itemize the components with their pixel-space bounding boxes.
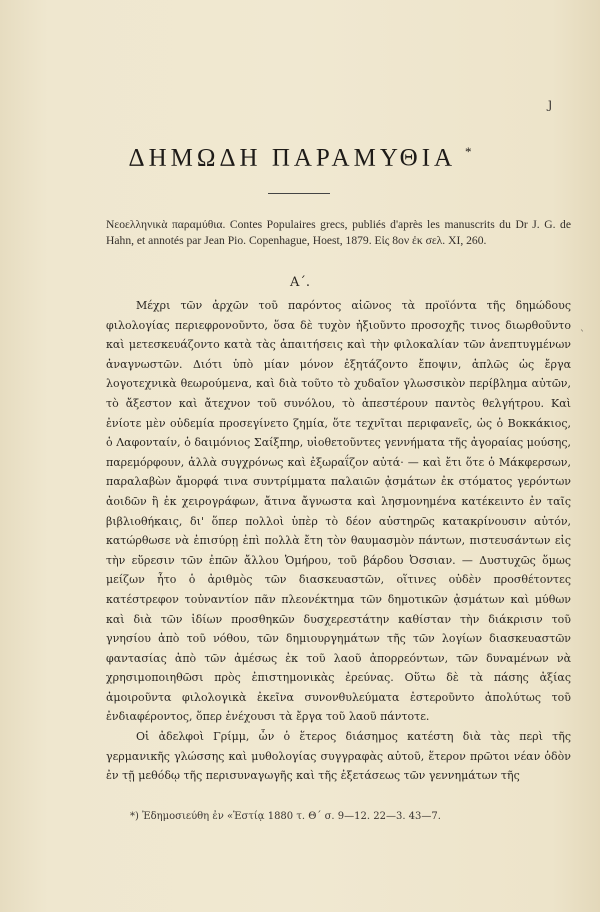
margin-mark: ` bbox=[580, 330, 585, 341]
footnote: *) Ἐδημοσιεύθη ἐν «Ἑστίᾳ 1880 τ. Θ΄ σ. 9—12. 22—3. 43—7. bbox=[130, 811, 441, 822]
body-text bbox=[106, 296, 571, 786]
section-heading: Α΄. bbox=[289, 275, 311, 290]
source-citation: Νεοελληνικὰ παραμύθια. Contes Populaires grecs, publiés d'après les manuscrits du Dr J. G. de Hahn, et annotés par Jean Pio. Copenhague, Hoest, 1879. Εἰς 8ον ἐκ σελ. XI, 260. bbox=[106, 218, 571, 247]
title-rule bbox=[268, 193, 330, 194]
paragraph: Μέχρι τῶν ἀρχῶν τοῦ παρόντος αἰῶνος τὰ προϊόντα τῆς δημώδους φιλολογίας περιεφρονοῦντο, ὅσα δὲ τυχὸν ἠξιοῦντο προσοχῆς τινος διωρθοῦντο καὶ μετεσκευάζοντο κατὰ τὰς ἀπαιτήσεις καὶ τὴν φιλοκαλίαν τῶν ἀνεπτυγμένων ἀναγνωστῶν. Διότι ὑπὸ μίαν μόνον ἐξητάζοντο ἔποψιν, ἁπλῶς ὡς ἔργα λογοτεχνικὰ θεωρούμενα, καὶ διὰ τοῦτο τὸ χυδαῖον γλωσσικὸν περίβλημα αὐτῶν, τὸ ἄξεστον καὶ ἄτεχνον τοῦ συνόλου, τὸ ἀπεστέρουν παντὸς θελγήτρου. Καὶ ἐνίοτε μὲν οὐδεμία προσεγίνετο ζημία, ὅτε τεχνῖται περιφανεῖς, ὡς ὁ Βοκκάκιος, ὁ Λαφονταίν, ὁ δαιμόνιος Σαίξπηρ, υἱοθετοῦντες γεννήματα τῆς ἀγοραίας μούσης, παρεμόρφουν, ἀλλὰ συγχρόνως καὶ ἐξωραΐζον αὐτά· — καὶ ἔτι ὅτε ὁ Μάκφερσων, παραλαβὼν ἄμορφά τινα συντρίμματα παλαιῶν ᾀσμάτων ἐκ στόματος γερόντων ἀοιδῶν ἢ ἐκ χειρογράφων, ἄτινα ἄγνωστα καὶ λησμονημένα κατέκειντο ἐν ταῖς βιβλιοθήκαις, δι' ὅπερ πολλοὶ ὑπὲρ τὸ δέον αὐστηρῶς κατακρίνουσιν αὐτόν, κατώρθωσε νὰ ἐπισύρῃ ἐπὶ πολλὰ ἔτη τὸν θαυμασμὸν πάντων, πιστευσάντων εἰς τὴν εὕρεσιν τῶν ἐπῶν ἄλλου Ὁμήρου, τοῦ βάρδου Ὀσσιαν. — Δυστυχῶς ὅμως μείζων ἦτο ὁ ἀριθμὸς τῶν διασκευαστῶν, οἵτινες οὐδὲν προσθέτοντες κατέστρεφον τοὐναντίον πᾶν πλεονέκτημα τῶν δημοτικῶν ᾀσμάτων καὶ μύθων καὶ διὰ τῶν ἰδίων προσθηκῶν δυσχερεστάτην καθίσταν τὴν διάκρισιν τοῦ γνησίου ἀπὸ τοῦ νόθου, τῶν δημιουργημάτων τῆς τῶν λογίων διασκευαστῶν φαντασίας ἀπὸ τῶν ἀμέσως ἐκ τοῦ λαοῦ ἀπορρεόντων, τῶν δυναμένων νὰ χρησιμοποιηθῶσι πρὸς ἐπιστημονικὰς ἐρεύνας. Οὕτω δὲ τὰ πάσης ἀξίας ἀμοιροῦντα φιλολογικὰ ἐκεῖνα συνονθυλεύματα ἐστεροῦντο ἀπολύτως τοῦ ἐνδιαφέροντος, ὅπερ ἐνέχουσι τὰ ἔργα τοῦ λαοῦ πάντοτε. bbox=[106, 299, 571, 724]
page-title-text: ΔΗΜΩΔΗ ΠΑΡΑΜΥΘΙΑ bbox=[128, 144, 455, 172]
title-footnote-mark: * bbox=[464, 144, 472, 159]
page-title bbox=[0, 144, 600, 172]
corner-pencil-mark: ȷ bbox=[548, 96, 553, 112]
paragraph: Οἱ ἀδελφοὶ Γρίμμ, ὧν ὁ ἕτερος διάσημος κατέστη διὰ τὰς περὶ τῆς γερμανικῆς γλώσσης καὶ μυθολογίας συγγραφὰς αὐτοῦ, ἕτερον πρῶτοι νέαν ὁδὸν ἐν τῇ μεθόδῳ τῆς περισυναγωγῆς καὶ τῆς ἐξετάσεως τῶν γεννημάτων τῆς bbox=[106, 730, 571, 783]
